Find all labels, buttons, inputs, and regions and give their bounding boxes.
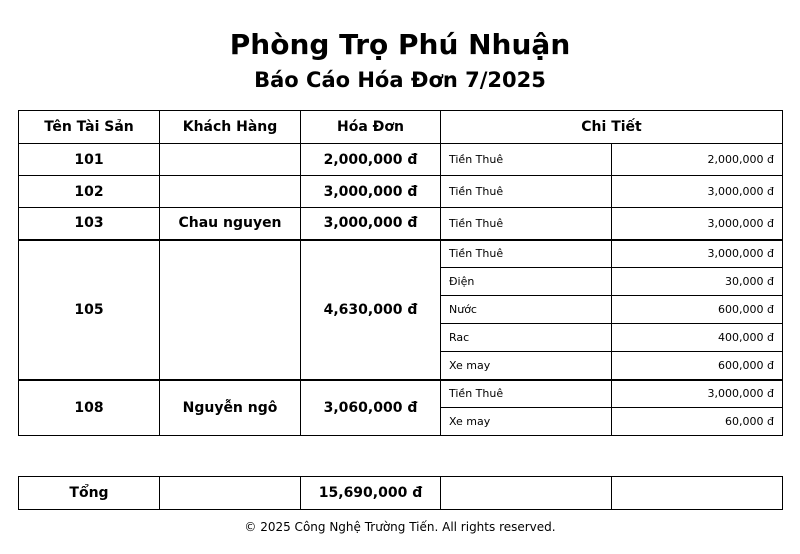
detail-label: Nước	[441, 296, 612, 324]
column-header-asset: Tên Tài Sản	[19, 111, 160, 144]
detail-label: Tiền Thuê	[441, 176, 612, 208]
asset-cell: 102	[19, 176, 160, 208]
column-header-details: Chi Tiết	[441, 111, 783, 144]
page-subtitle: Báo Cáo Hóa Đơn 7/2025	[254, 68, 546, 92]
detail-amount: 400,000 đ	[612, 324, 783, 352]
customer-cell: Nguyễn ngô	[160, 380, 301, 436]
total-detail-amount	[612, 477, 783, 510]
detail-label: Tiền Thuê	[441, 380, 612, 408]
detail-amount: 600,000 đ	[612, 352, 783, 380]
detail-amount: 3,000,000 đ	[612, 380, 783, 408]
customer-cell: Chau nguyen	[160, 208, 301, 240]
detail-label: Tiền Thuê	[441, 144, 612, 176]
table-row	[19, 208, 783, 240]
detail-amount: 600,000 đ	[612, 296, 783, 324]
detail-label: Tiền Thuê	[441, 208, 612, 240]
customer-cell	[160, 176, 301, 208]
asset-cell: 101	[19, 144, 160, 176]
invoice-cell: 3,060,000 đ	[301, 380, 441, 436]
column-header-invoice: Hóa Đơn	[301, 111, 441, 144]
total-row	[19, 477, 783, 510]
table-row	[19, 144, 783, 176]
detail-amount: 3,000,000 đ	[612, 208, 783, 240]
table-row	[19, 380, 783, 408]
total-detail-label	[441, 477, 612, 510]
customer-cell	[160, 144, 301, 176]
total-customer-cell	[160, 477, 301, 510]
total-table	[18, 476, 783, 510]
footer-copyright: © 2025 Công Nghệ Trường Tiến. All rights reserved.	[244, 520, 556, 534]
asset-cell: 108	[19, 380, 160, 436]
detail-amount: 60,000 đ	[612, 408, 783, 436]
column-header-customer: Khách Hàng	[160, 111, 301, 144]
detail-label: Xe may	[441, 408, 612, 436]
detail-amount: 2,000,000 đ	[612, 144, 783, 176]
invoice-table	[18, 110, 783, 436]
customer-cell	[160, 240, 301, 380]
invoice-cell: 4,630,000 đ	[301, 240, 441, 380]
table-row	[19, 176, 783, 208]
detail-label: Điện	[441, 268, 612, 296]
table-row	[19, 240, 783, 268]
page-title: Phòng Trọ Phú Nhuận	[229, 28, 571, 61]
asset-cell: 105	[19, 240, 160, 380]
invoice-cell: 3,000,000 đ	[301, 176, 441, 208]
table-header-row	[19, 111, 783, 144]
detail-label: Xe may	[441, 352, 612, 380]
total-label: Tổng	[19, 477, 160, 510]
total-amount: 15,690,000 đ	[301, 477, 441, 510]
detail-amount: 3,000,000 đ	[612, 240, 783, 268]
invoice-cell: 2,000,000 đ	[301, 144, 441, 176]
detail-amount: 30,000 đ	[612, 268, 783, 296]
detail-label: Rac	[441, 324, 612, 352]
detail-amount: 3,000,000 đ	[612, 176, 783, 208]
invoice-cell: 3,000,000 đ	[301, 208, 441, 240]
asset-cell: 103	[19, 208, 160, 240]
detail-label: Tiền Thuê	[441, 240, 612, 268]
